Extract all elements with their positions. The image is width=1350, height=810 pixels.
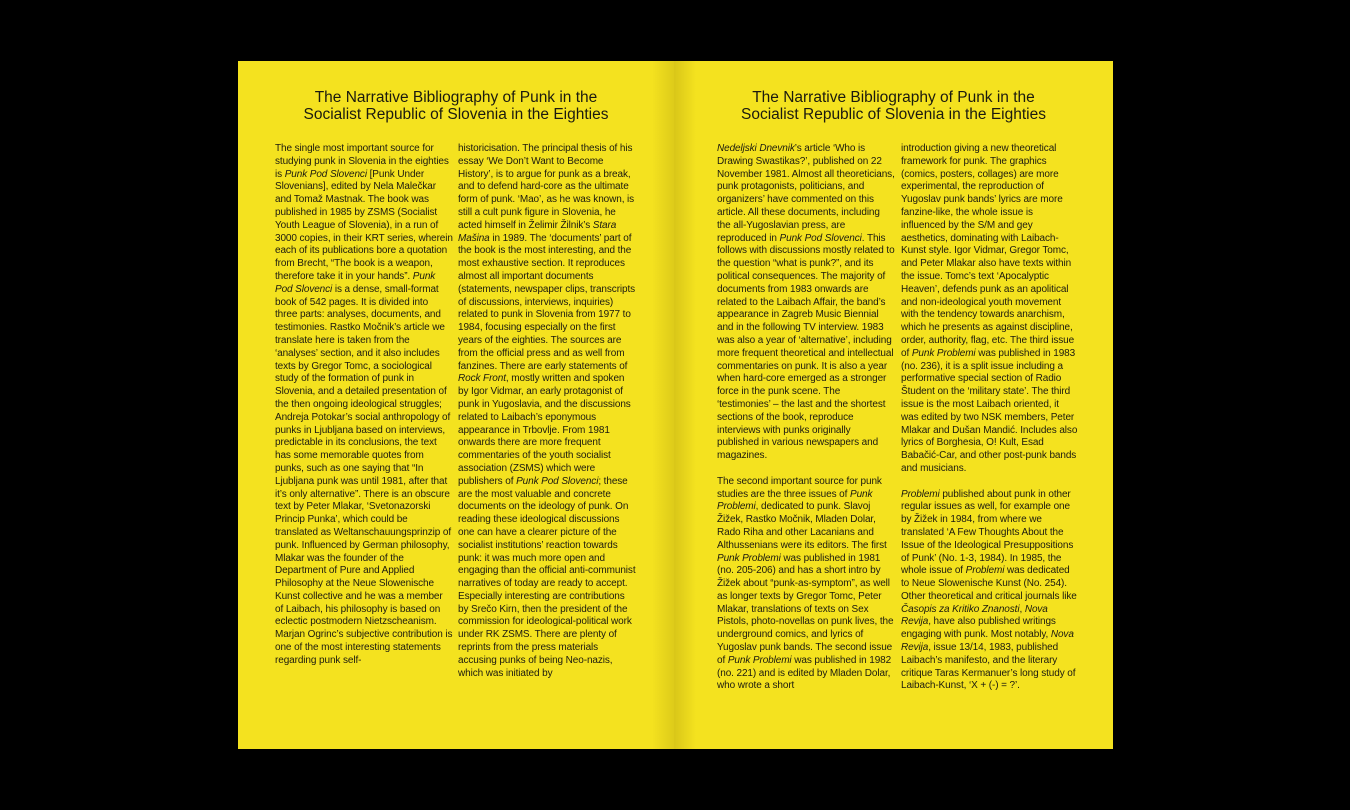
body-text: , have also published writings engaging with punk. Most notably,	[901, 616, 1056, 641]
paragraph	[717, 143, 895, 463]
italic-title-text: Rock Front	[458, 373, 506, 385]
italic-title-text: Punk Pod Slovenci	[284, 168, 367, 180]
body-text: The second important source for punk studies are the three issues of	[717, 475, 882, 500]
italic-title-text: Nedeljski Dnevnik	[717, 143, 795, 154]
left-title-line-1: The Narrative Bibliography of Punk in the	[314, 89, 598, 106]
italic-title-text: Punk Pod Slovenci	[779, 232, 862, 244]
body-text: was published in 1981 (no. 205-206) and has a short intro by Žižek about “punk-as-symptom”, as well as longer texts by Gregor Tomc, Peter Mlakar, translations of texts on Sex Pistols, photo-novellas on punk lives, the underground comics, and lyrics of Yugoslav punk bands. The second issue of	[717, 552, 894, 666]
right-page-title	[674, 89, 1113, 123]
body-text: , dedicated to punk. Slavoj Žižek, Rastko Močnik, Mladen Dolar, Rado Riha and other Lacanians and Althussenians were its editors. The first	[717, 501, 887, 551]
body-text: was dedicated to Neue Slowenische Kunst (No. 254). Other theoretical and critical journals like	[901, 565, 1077, 602]
italic-title-text: Problemi	[965, 565, 1005, 577]
body-text: was published in 1982 (no. 221) and is edited by Mladen Dolar, who wrote a short	[717, 654, 892, 692]
italic-title-text: Punk Problemi	[717, 488, 873, 513]
body-text: published about punk in other regular issues as well, for example one by Žižek in 1984, from where we translated ‘A Few Thoughts About the Issue of the Ideological Presuppositions of Punk’ (No. 1-3, 1984). In 1985, the whole issue of	[901, 488, 1074, 577]
paragraph	[458, 143, 636, 680]
italic-title-text: Nova Revija	[901, 629, 1074, 654]
right-column-2	[901, 143, 1079, 693]
italic-title-text: Punk Pod Slovenci	[516, 475, 599, 487]
left-page-title	[238, 89, 674, 123]
italic-title-text: Stara Mašina	[458, 219, 617, 244]
paragraph	[717, 476, 895, 694]
body-text: , mostly written and spoken by Igor Vidmar, an early protagonist of punk in Yugoslavia, and the discussions related to Laibach’s eponymous appearance in Trbovlje. From 1981 onwards there are more frequent commentaries of the youth socialist association (ZSMS) which were publishers of	[458, 373, 631, 487]
left-title-line-2: Socialist Republic of Slovenia in the Eighties	[303, 106, 609, 123]
body-text: ; these are the most valuable and concrete documents on the ideology of punk. On reading these ideological discussions one can have a clearer picture of the socialist institutions’ reaction towards punk: it was much more open and engaging than the official anti-communist narratives of today are ready to accept. Especially interesting are contributions by Srečo Kirn, then the president of the commission for ideological-political work under RK ZSMS. There are plenty of reprints from the press materials accusing punks of being Neo-nazis, which was initiated by	[458, 475, 636, 679]
right-page	[674, 61, 1113, 749]
italic-title-text: Problemi	[901, 488, 940, 500]
body-text: is a dense, small-format book of 542 pages. It is divided into three parts: analyses, documents, and testimonies. Rastko Močnik’s article we translate here is taken from the ‘analyses’ section, and it also includes texts by Gregor Tomc, a sociological study of the formation of punk in Slovenia, and a detailed presentation of the then ongoing ideological struggles; Andreja Potokar’s social anthropology of punks in Ljubljana based on interviews, predictable in its conclusions, the text has some memorable quotes from punks, such as one saying that “In Ljubljana punk was until 1981, after that it’s only alternative”. There is an obscure text by Peter Mlakar, ‘Svetonazorski Princip Punka’, which could be translated as Weltanschauungsprinzip of punk. Influenced by German philosophy, Mlakar was the founder of the Department of Pure and Applied Philosophy at the Neue Slowenische Kunst collective and he was a member of Laibach, his philosophy is based on eclectic postmodern Nietzscheanism. Marjan Ogrinc’s subjective contribution is one of the most interesting statements regarding punk self-	[275, 283, 453, 666]
paragraph	[901, 489, 1079, 694]
body-text: ,	[1019, 603, 1025, 615]
body-text: in 1989. The ‘documents’ part of the book is the most interesting, and the most exhaustive section. It reproduces almost all important documents (statements, newspaper clips, transcripts of discussions, interviews, inquiries) related to punk in Slovenia from 1977 to 1984, focusing especially on the first years of the eighties. The sources are from the official press and as well from fanzines. There are early statements of	[458, 232, 636, 372]
italic-title-text: Punk Problemi	[911, 347, 976, 359]
paragraph	[901, 143, 1079, 476]
body-text: . This follows with discussions mostly related to the question “what is punk?”, and its political consequences. The majority of documents from 1983 onwards are related to the Laibach Affair, the band’s appearance in Zagreb Music Biennial and in the following TV interview. 1983 was also a year of ‘alternative’, including more frequent theoretical and intellectual commentaries on punk. It is also a year when hard-core emerged as a stronger force in the punk scene. The ‘testimonies’ – the last and the shortest sections of the book, reproduce interviews with punks originally published in various newspapers and magazines.	[717, 232, 895, 462]
italic-title-text: Punk Pod Slovenci	[275, 270, 436, 295]
left-page	[238, 61, 674, 749]
italic-title-text: Nova Revija	[901, 603, 1048, 628]
italic-title-text: Punk Problemi	[717, 552, 781, 564]
italic-title-text: Punk Problemi	[727, 654, 792, 666]
body-text: historicisation. The principal thesis of his essay ‘We Don’t Want to Become History’, is to argue for punk as a break, and to defend hard-core as the ultimate form of punk. ‘Mao’, as he was known, is still a cult punk figure in Slovenia, he acted himself in Želimir Žilnik’s	[458, 143, 635, 231]
right-title-line-2: Socialist Republic of Slovenia in the Eighties	[740, 106, 1046, 123]
body-text: was published in 1983 (no. 236), it is a split issue including a performative special section of Radio Študent on the ‘military state’. The third issue is the most Laibach oriented, it was edited by two NSK members, Peter Mlakar and Dušan Mandić. Includes also lyrics of Borghesia, O! Kult, Esad Babačić-Car, and other post-punk bands and musicians.	[901, 347, 1078, 474]
right-column-1	[717, 143, 895, 693]
right-title-line-1: The Narrative Bibliography of Punk in the	[752, 89, 1035, 106]
left-column-1	[275, 143, 453, 668]
body-text: ’s article ‘Who is Drawing Swastikas?’, published on 22 November 1981. Almost all theoreticians, punk protagonists, politicians, and organizers’ have commented on this article. All these documents, including the all-Yugoslavian press, are reproduced in	[717, 143, 895, 244]
paragraph	[275, 143, 453, 668]
body-text: The single most important source for studying punk in Slovenia in the eighties is	[275, 143, 449, 180]
body-text: [Punk Under Slovenians], edited by Nela Malečkar and Tomaž Mastnak. The book was published in 1985 by ZSMS (Socialist Youth League of Slovenia), in a run of 3000 copies, in their KRT series, wherein each of its publications bore a quotation from Brecht, “The book is a weapon, therefore take it in your hands”.	[275, 168, 453, 282]
left-column-2	[458, 143, 636, 680]
body-text: introduction giving a new theoretical framework for punk. The graphics (comics, posters, collages) are more experimental, the reproduction of Yugoslav punk bands’ lyrics are more fanzine-like, the whole issue is influenced by the S/M and gey aesthetics, dominating with Laibach-Kunst style. Igor Vidmar, Gregor Tomc, and Peter Mlakar also have texts within the issue. Tomc’s text ‘Apocalyptic Heaven’, defends punk as an apolitical and non-ideological youth movement with the tendency towards anarchism, which he presents as against discipline, order, authority, flag, etc. The third issue of	[901, 143, 1075, 359]
body-text: , issue 13/14, 1983, published Laibach’s manifesto, and the literary critique Taras Kermanuer’s long study of Laibach-Kunst, ‘X + (-) = ?’.	[901, 642, 1076, 692]
italic-title-text: Časopis za Kritiko Znanosti	[901, 603, 1020, 615]
